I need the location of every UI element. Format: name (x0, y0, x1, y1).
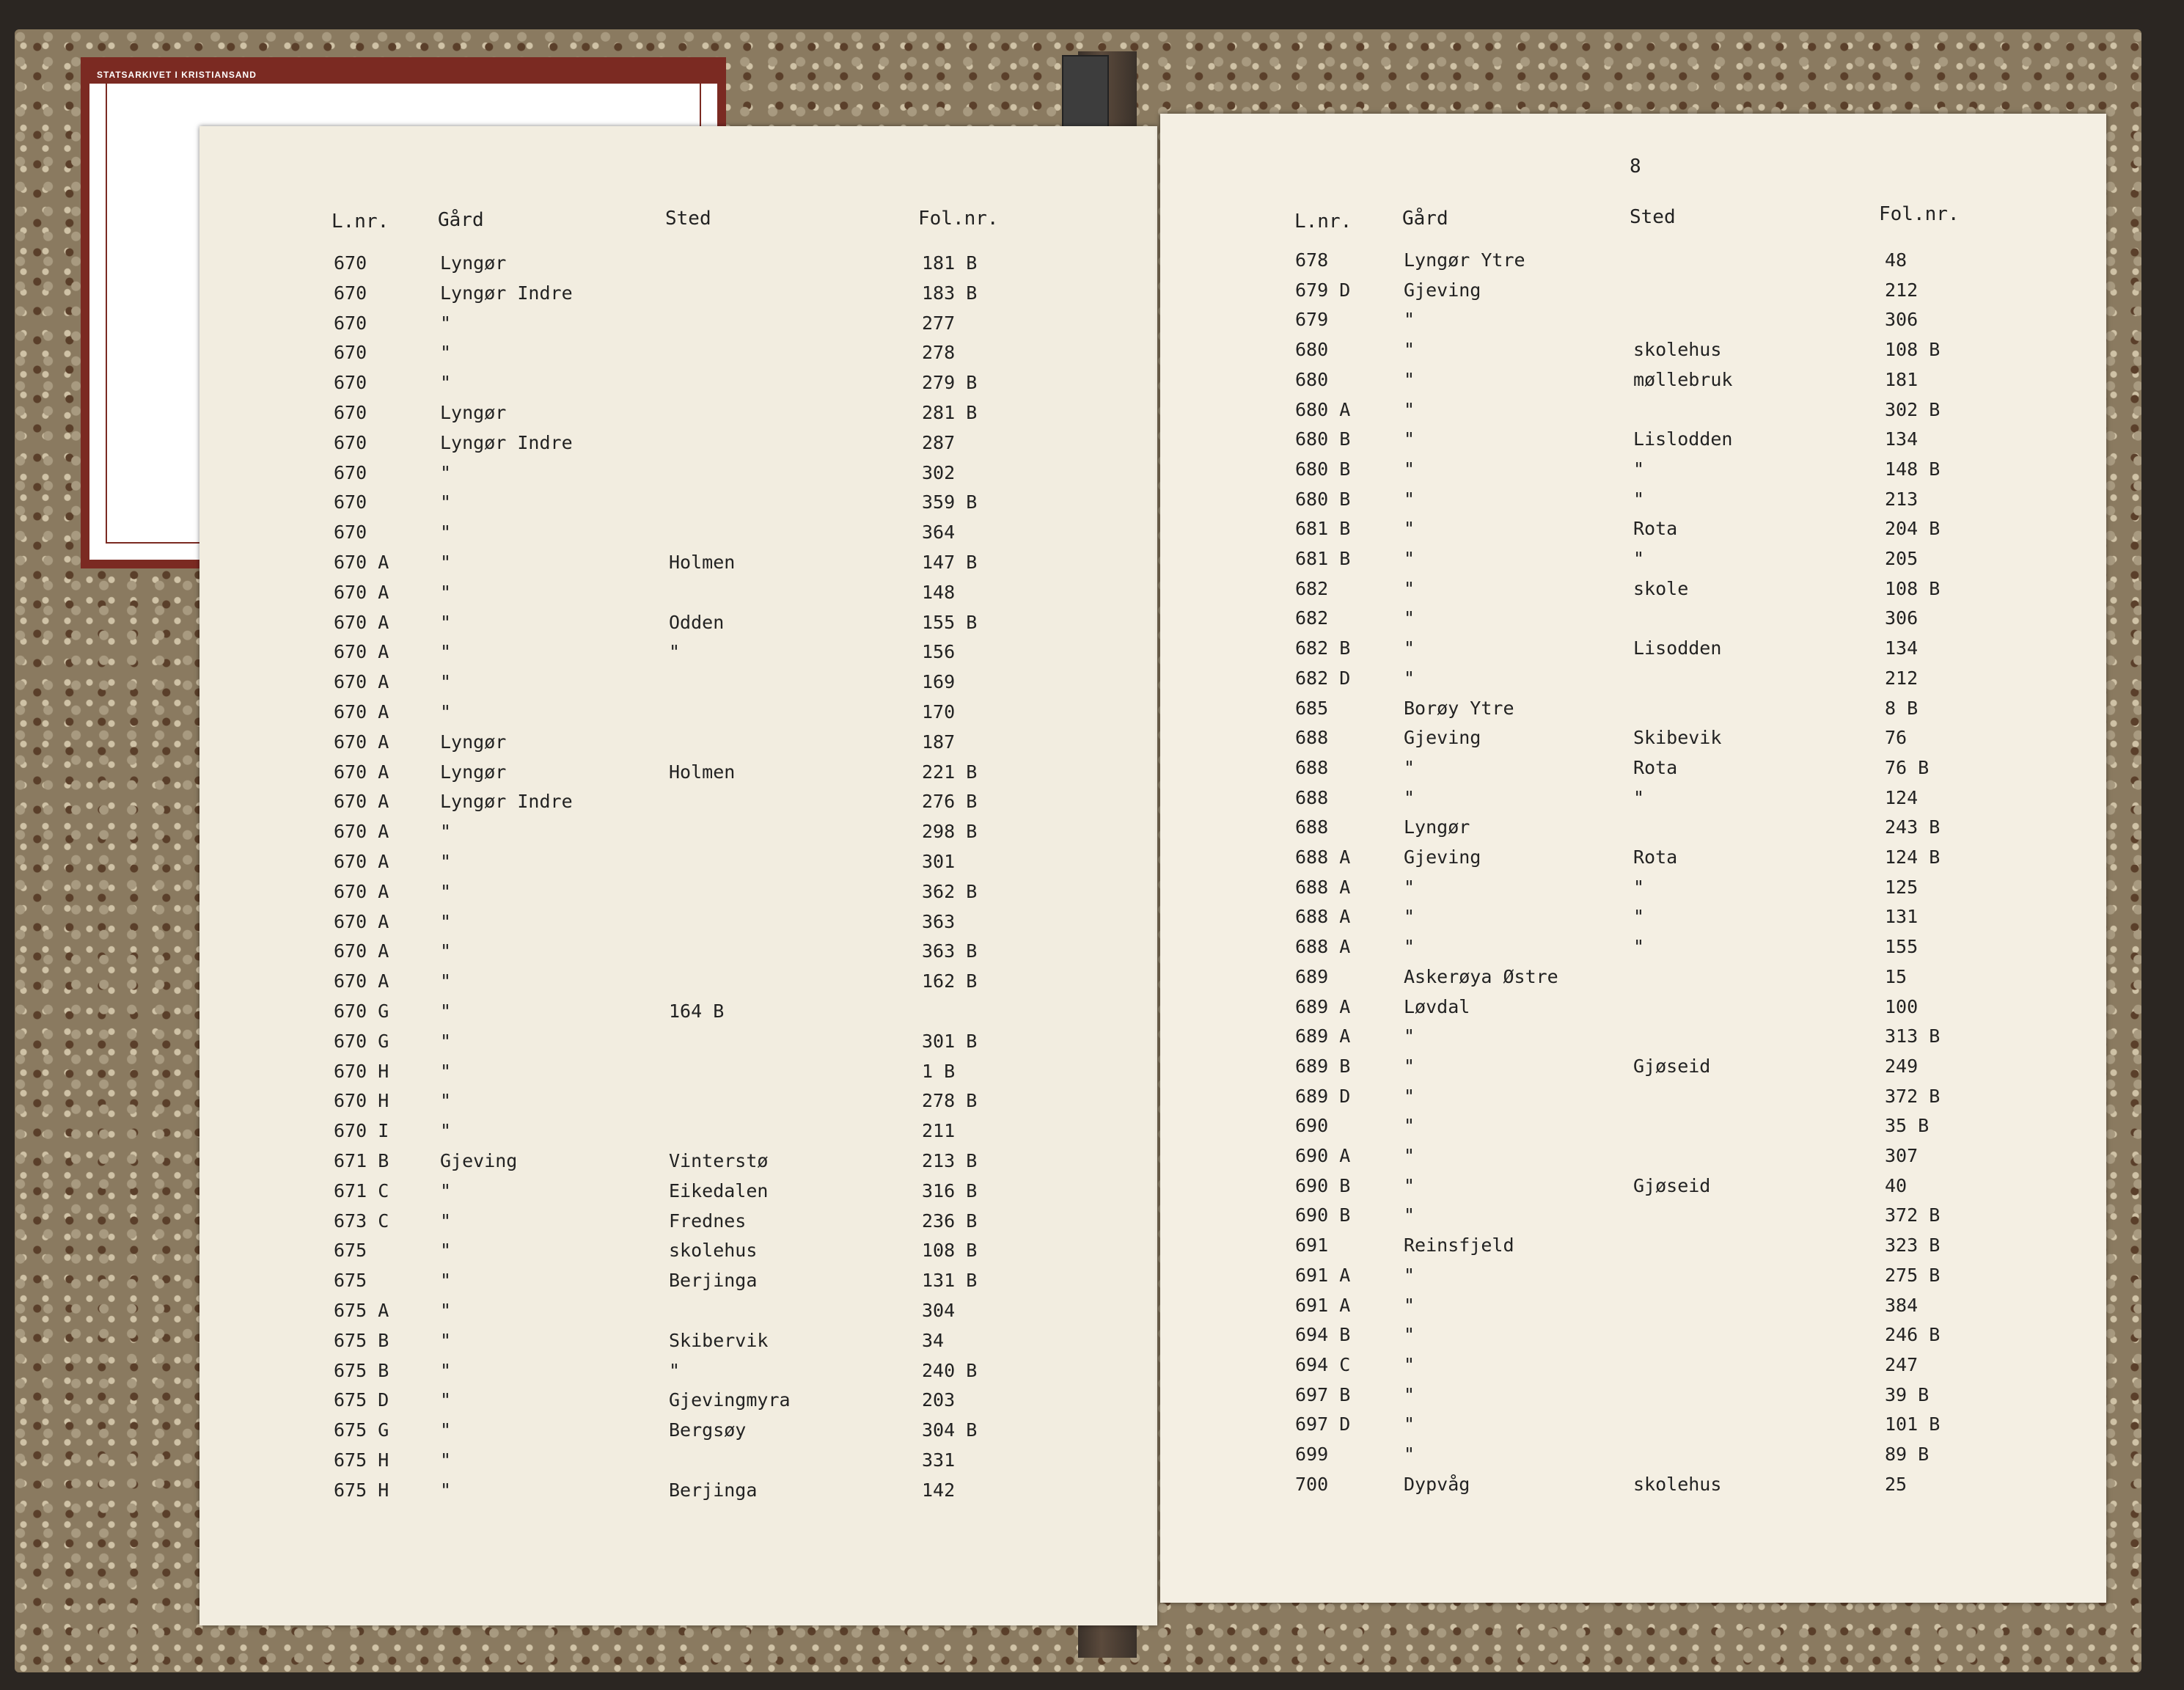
cell-folnr: 124 (1885, 786, 1919, 808)
cell-lnr: 690 (1295, 1115, 1329, 1137)
cell-sted: " (669, 641, 681, 663)
cell-sted: " (1633, 936, 1645, 958)
cell-sted: Berjinga (669, 1270, 758, 1292)
cell-gard: " (1404, 1204, 1415, 1226)
cell-lnr: 675 H (334, 1479, 389, 1501)
cell-sted: Skibervik (669, 1329, 769, 1351)
cell-lnr: 690 B (1295, 1204, 1351, 1226)
header-sted: Sted (665, 208, 711, 230)
cell-lnr: 670 A (334, 791, 389, 813)
cell-sted: " (1633, 548, 1645, 569)
cell-lnr: 670 (334, 522, 367, 544)
cell-lnr: 700 (1295, 1473, 1329, 1495)
cell-gard: " (440, 522, 452, 544)
cell-lnr: 681 B (1295, 548, 1351, 569)
cell-gard: " (1404, 786, 1415, 808)
cell-lnr: 670 I (334, 1120, 389, 1142)
cell-folnr: 162 B (922, 970, 978, 992)
cell-sted: Eikedalen (669, 1179, 769, 1201)
cell-gard: " (1404, 458, 1415, 480)
cell-lnr: 670 H (334, 1060, 389, 1082)
cell-lnr: 690 B (1295, 1174, 1351, 1196)
cell-lnr: 680 B (1295, 458, 1351, 480)
cell-gard: Gjeving (1404, 279, 1481, 301)
cell-sted: Odden (669, 611, 725, 633)
cell-lnr: 670 (334, 252, 367, 274)
cell-lnr: 682 D (1295, 667, 1351, 689)
cell-gard: " (1404, 1264, 1415, 1286)
cell-lnr: 680 (1295, 368, 1329, 390)
cell-sted: " (1633, 786, 1645, 808)
cell-gard: " (440, 701, 452, 723)
cell-folnr: 181 (1885, 368, 1919, 390)
cell-sted: skolehus (1633, 1473, 1722, 1495)
cell-gard: " (440, 1210, 452, 1232)
cell-lnr: 688 A (1295, 936, 1351, 958)
cell-folnr: 221 B (922, 761, 978, 783)
cell-lnr: 670 A (334, 701, 389, 723)
cell-sted: Frednes (669, 1210, 747, 1232)
cell-gard: " (1404, 1115, 1415, 1137)
cell-folnr: 148 B (1885, 458, 1941, 480)
cell-folnr: 1 B (922, 1060, 956, 1082)
cell-sted: Gjøseid (1633, 1174, 1711, 1196)
header-gard: Gård (1402, 208, 1448, 230)
cell-lnr: 688 (1295, 727, 1329, 749)
cell-folnr: 170 (922, 701, 956, 723)
cell-sted: " (1633, 906, 1645, 928)
cell-gard: " (440, 1329, 452, 1351)
cell-lnr: 670 (334, 372, 367, 394)
cell-lnr: 670 G (334, 1001, 389, 1022)
cell-lnr: 694 C (1295, 1353, 1351, 1375)
cell-gard: " (440, 970, 452, 992)
header-gard: Gård (438, 209, 484, 231)
cell-lnr: 670 (334, 402, 367, 423)
cell-lnr: 689 A (1295, 995, 1351, 1017)
cell-lnr: 670 A (334, 851, 389, 872)
header-folnr: Fol.nr. (1879, 203, 1960, 225)
cell-gard: Løvdal (1404, 995, 1470, 1017)
header-sted: Sted (1630, 206, 1676, 228)
cell-lnr: 690 A (1295, 1145, 1351, 1166)
cell-folnr: 155 (1885, 936, 1919, 958)
cell-gard: Lyngør (440, 252, 507, 274)
cell-folnr: 301 B (922, 1030, 978, 1052)
cell-gard: " (440, 910, 452, 932)
cell-folnr: 304 B (922, 1419, 978, 1441)
cell-gard: " (440, 641, 452, 663)
cell-sted: " (1633, 458, 1645, 480)
cell-sted: 164 B (669, 1001, 725, 1022)
cell-lnr: 681 B (1295, 518, 1351, 540)
cell-lnr: 670 A (334, 671, 389, 693)
cell-gard: " (440, 821, 452, 843)
cell-sted: Lislodden (1633, 428, 1733, 450)
cell-lnr: 670 (334, 461, 367, 483)
cell-folnr: 212 (1885, 279, 1919, 301)
cell-folnr: 372 B (1885, 1204, 1941, 1226)
cell-lnr: 670 A (334, 761, 389, 783)
cell-gard: Gjeving (1404, 727, 1481, 749)
cell-gard: " (440, 552, 452, 573)
cell-folnr: 40 (1885, 1174, 1908, 1196)
cell-lnr: 697 B (1295, 1383, 1351, 1405)
cell-gard: Lyngør (440, 402, 507, 423)
cell-lnr: 688 (1295, 786, 1329, 808)
cell-lnr: 689 (1295, 965, 1329, 987)
cell-folnr: 187 (922, 731, 956, 753)
cell-lnr: 679 (1295, 309, 1329, 331)
cell-gard: " (1404, 1085, 1415, 1107)
cell-gard: Askerøya Østre (1404, 965, 1558, 987)
cell-gard: " (1404, 1383, 1415, 1405)
cell-gard: Borøy Ytre (1404, 697, 1514, 719)
cell-gard: " (1404, 906, 1415, 928)
cell-folnr: 302 (922, 461, 956, 483)
cell-gard: " (440, 1090, 452, 1112)
cell-lnr: 685 (1295, 697, 1329, 719)
cell-gard: " (1404, 1174, 1415, 1196)
cell-gard: " (1404, 428, 1415, 450)
cell-sted: Rota (1633, 518, 1678, 540)
cell-gard: " (1404, 1353, 1415, 1375)
cell-folnr: 306 (1885, 607, 1919, 629)
cell-lnr: 689 B (1295, 1055, 1351, 1077)
cell-folnr: 278 B (922, 1090, 978, 1112)
cell-folnr: 108 B (1885, 339, 1941, 361)
cell-folnr: 363 B (922, 940, 978, 962)
cell-folnr: 34 (922, 1329, 945, 1351)
cell-gard: " (1404, 936, 1415, 958)
cell-lnr: 694 B (1295, 1324, 1351, 1346)
cell-folnr: 359 B (922, 491, 978, 513)
cell-gard: " (440, 1479, 452, 1501)
cell-folnr: 142 (922, 1479, 956, 1501)
cell-lnr: 680 (1295, 339, 1329, 361)
cell-lnr: 675 D (334, 1389, 389, 1411)
cell-folnr: 331 (922, 1449, 956, 1471)
cell-sted: Holmen (669, 761, 736, 783)
cell-gard: " (440, 940, 452, 962)
cell-sted: Holmen (669, 552, 736, 573)
cell-folnr: 249 (1885, 1055, 1919, 1077)
cell-folnr: 203 (922, 1389, 956, 1411)
cell-gard: " (440, 611, 452, 633)
cell-gard: Gjeving (1404, 846, 1481, 868)
cell-sted: Vinterstø (669, 1150, 769, 1171)
cell-gard: " (440, 581, 452, 603)
cell-gard: " (1404, 368, 1415, 390)
cell-folnr: 302 B (1885, 398, 1941, 420)
cell-folnr: 147 B (922, 552, 978, 573)
cell-folnr: 100 (1885, 995, 1919, 1017)
archive-label-band: STATSARKIVET I KRISTIANSAND (89, 66, 717, 84)
cell-gard: " (440, 880, 452, 902)
cell-folnr: 212 (1885, 667, 1919, 689)
cell-gard: " (1404, 339, 1415, 361)
cell-gard: " (1404, 1145, 1415, 1166)
cell-folnr: 287 (922, 431, 956, 453)
cell-folnr: 76 (1885, 727, 1908, 749)
cell-gard: Lyngør Indre (440, 282, 573, 304)
cell-folnr: 39 B (1885, 1383, 1930, 1405)
cell-sted: Bergsøy (669, 1419, 747, 1441)
cell-gard: " (440, 1270, 452, 1292)
cell-lnr: 688 A (1295, 846, 1351, 868)
cell-lnr: 688 (1295, 816, 1329, 838)
cell-lnr: 673 C (334, 1210, 389, 1232)
cell-gard: " (440, 372, 452, 394)
cell-lnr: 670 A (334, 880, 389, 902)
cell-lnr: 670 A (334, 731, 389, 753)
cell-lnr: 680 B (1295, 488, 1351, 510)
header-lnr: L.nr. (331, 211, 389, 233)
cell-lnr: 699 (1295, 1444, 1329, 1465)
cell-gard: Lyngør Indre (440, 431, 573, 453)
cell-lnr: 671 B (334, 1150, 389, 1171)
cell-gard: " (440, 1389, 452, 1411)
cell-lnr: 682 B (1295, 637, 1351, 659)
cell-gard: Lyngør (440, 731, 507, 753)
cell-folnr: 101 B (1885, 1413, 1941, 1435)
cell-gard: " (1404, 607, 1415, 629)
cell-lnr: 697 D (1295, 1413, 1351, 1435)
cell-gard: " (1404, 1444, 1415, 1465)
cell-gard: " (1404, 1324, 1415, 1346)
cell-folnr: 278 (922, 342, 956, 364)
cell-gard: Lyngør Indre (440, 791, 573, 813)
cell-gard: " (440, 671, 452, 693)
cell-folnr: 243 B (1885, 816, 1941, 838)
cell-folnr: 155 B (922, 611, 978, 633)
cell-sted: Berjinga (669, 1479, 758, 1501)
cell-lnr: 670 (334, 431, 367, 453)
cell-lnr: 675 B (334, 1359, 389, 1381)
cell-folnr: 277 (922, 312, 956, 334)
cell-sted: " (669, 1359, 681, 1381)
cell-gard: " (1404, 488, 1415, 510)
cell-folnr: 281 B (922, 402, 978, 423)
cell-folnr: 204 B (1885, 518, 1941, 540)
cell-folnr: 48 (1885, 249, 1908, 271)
cell-lnr: 688 (1295, 756, 1329, 778)
cell-folnr: 108 B (922, 1240, 978, 1262)
cell-gard: " (440, 1120, 452, 1142)
cell-gard: " (1404, 518, 1415, 540)
header-folnr: Fol.nr. (918, 208, 999, 230)
cell-folnr: 246 B (1885, 1324, 1941, 1346)
cell-sted: " (1633, 876, 1645, 898)
cell-lnr: 680 A (1295, 398, 1351, 420)
cell-lnr: 671 C (334, 1179, 389, 1201)
cell-gard: " (1404, 1055, 1415, 1077)
cell-lnr: 675 G (334, 1419, 389, 1441)
cell-folnr: 134 (1885, 428, 1919, 450)
cell-sted: skolehus (1633, 339, 1722, 361)
cell-gard: Reinsfjeld (1404, 1234, 1514, 1256)
cell-lnr: 675 A (334, 1300, 389, 1321)
cell-gard: " (440, 461, 452, 483)
cell-gard: " (440, 1030, 452, 1052)
cell-lnr: 688 A (1295, 876, 1351, 898)
cell-lnr: 670 A (334, 821, 389, 843)
cell-folnr: 76 B (1885, 756, 1930, 778)
cell-lnr: 670 (334, 282, 367, 304)
cell-folnr: 169 (922, 671, 956, 693)
cell-gard: " (1404, 756, 1415, 778)
cell-sted: Lisodden (1633, 637, 1722, 659)
cell-lnr: 688 A (1295, 906, 1351, 928)
cell-folnr: 298 B (922, 821, 978, 843)
cell-lnr: 678 (1295, 249, 1329, 271)
cell-folnr: 276 B (922, 791, 978, 813)
cell-folnr: 279 B (922, 372, 978, 394)
cell-gard: Lyngør (1404, 816, 1470, 838)
cell-folnr: 25 (1885, 1473, 1908, 1495)
cell-sted: møllebruk (1633, 368, 1733, 390)
cell-lnr: 691 A (1295, 1264, 1351, 1286)
left-page (199, 126, 1157, 1625)
cell-folnr: 35 B (1885, 1115, 1930, 1137)
cell-gard: " (1404, 1294, 1415, 1316)
cell-folnr: 148 (922, 581, 956, 603)
cell-folnr: 108 B (1885, 577, 1941, 599)
cell-folnr: 125 (1885, 876, 1919, 898)
cell-folnr: 362 B (922, 880, 978, 902)
cell-gard: " (1404, 1025, 1415, 1047)
cell-folnr: 213 B (922, 1150, 978, 1171)
cell-folnr: 213 (1885, 488, 1919, 510)
cell-gard: " (1404, 667, 1415, 689)
cell-lnr: 670 A (334, 611, 389, 633)
cell-lnr: 689 D (1295, 1085, 1351, 1107)
page-number: 8 (1630, 156, 1641, 178)
cell-folnr: 89 B (1885, 1444, 1930, 1465)
cell-folnr: 183 B (922, 282, 978, 304)
cell-lnr: 670 A (334, 552, 389, 573)
cell-lnr: 670 H (334, 1090, 389, 1112)
cell-lnr: 691 A (1295, 1294, 1351, 1316)
cell-gard: " (1404, 398, 1415, 420)
cell-folnr: 240 B (922, 1359, 978, 1381)
cell-lnr: 682 (1295, 577, 1329, 599)
cell-lnr: 670 A (334, 970, 389, 992)
cell-gard: Gjeving (440, 1150, 518, 1171)
cell-sted: Gjøseid (1633, 1055, 1711, 1077)
cell-gard: " (1404, 309, 1415, 331)
cell-lnr: 679 D (1295, 279, 1351, 301)
cell-gard: " (1404, 1413, 1415, 1435)
cell-folnr: 236 B (922, 1210, 978, 1232)
cell-gard: " (440, 1240, 452, 1262)
cell-folnr: 323 B (1885, 1234, 1941, 1256)
cell-lnr: 670 A (334, 641, 389, 663)
cell-sted: Skibevik (1633, 727, 1722, 749)
cell-folnr: 131 (1885, 906, 1919, 928)
cell-folnr: 306 (1885, 309, 1919, 331)
cell-folnr: 316 B (922, 1179, 978, 1201)
cell-gard: " (440, 342, 452, 364)
cell-lnr: 675 B (334, 1329, 389, 1351)
cell-folnr: 134 (1885, 637, 1919, 659)
cell-lnr: 675 (334, 1240, 367, 1262)
cell-folnr: 313 B (1885, 1025, 1941, 1047)
cell-gard: " (440, 491, 452, 513)
cell-gard: " (440, 851, 452, 872)
cell-gard: " (440, 1300, 452, 1321)
cell-folnr: 307 (1885, 1145, 1919, 1166)
cell-sted: Rota (1633, 846, 1678, 868)
cell-gard: " (440, 1060, 452, 1082)
cell-folnr: 156 (922, 641, 956, 663)
cell-lnr: 670 (334, 312, 367, 334)
cell-folnr: 124 B (1885, 846, 1941, 868)
cell-folnr: 247 (1885, 1353, 1919, 1375)
cell-sted: Gjevingmyra (669, 1389, 791, 1411)
cell-folnr: 363 (922, 910, 956, 932)
cell-folnr: 131 B (922, 1270, 978, 1292)
cell-gard: " (440, 1001, 452, 1022)
cell-folnr: 301 (922, 851, 956, 872)
cell-folnr: 205 (1885, 548, 1919, 569)
cell-folnr: 211 (922, 1120, 956, 1142)
header-lnr: L.nr. (1294, 211, 1352, 233)
cell-folnr: 384 (1885, 1294, 1919, 1316)
cell-folnr: 8 B (1885, 697, 1919, 719)
cell-lnr: 680 B (1295, 428, 1351, 450)
cell-gard: " (1404, 548, 1415, 569)
cell-folnr: 181 B (922, 252, 978, 274)
cell-folnr: 372 B (1885, 1085, 1941, 1107)
cell-gard: Lyngør (440, 761, 507, 783)
cell-gard: " (440, 312, 452, 334)
cell-lnr: 670 (334, 491, 367, 513)
cell-gard: " (440, 1419, 452, 1441)
cell-sted: skole (1633, 577, 1689, 599)
cell-lnr: 670 G (334, 1030, 389, 1052)
cell-gard: " (1404, 876, 1415, 898)
cell-gard: Dypvåg (1404, 1473, 1470, 1495)
cell-folnr: 364 (922, 522, 956, 544)
cell-gard: " (1404, 577, 1415, 599)
cell-gard: Lyngør Ytre (1404, 249, 1525, 271)
cell-folnr: 304 (922, 1300, 956, 1321)
cell-lnr: 675 H (334, 1449, 389, 1471)
cell-lnr: 670 (334, 342, 367, 364)
cell-lnr: 689 A (1295, 1025, 1351, 1047)
cell-lnr: 670 A (334, 581, 389, 603)
cell-sted: Rota (1633, 756, 1678, 778)
cell-folnr: 15 (1885, 965, 1908, 987)
cell-gard: " (440, 1179, 452, 1201)
cell-lnr: 675 (334, 1270, 367, 1292)
cell-gard: " (440, 1359, 452, 1381)
cell-sted: skolehus (669, 1240, 758, 1262)
cell-lnr: 691 (1295, 1234, 1329, 1256)
cell-lnr: 670 A (334, 940, 389, 962)
cell-lnr: 682 (1295, 607, 1329, 629)
cell-gard: " (440, 1449, 452, 1471)
cell-gard: " (1404, 637, 1415, 659)
right-page (1160, 114, 2106, 1603)
cell-sted: " (1633, 488, 1645, 510)
cell-folnr: 275 B (1885, 1264, 1941, 1286)
cell-lnr: 670 A (334, 910, 389, 932)
